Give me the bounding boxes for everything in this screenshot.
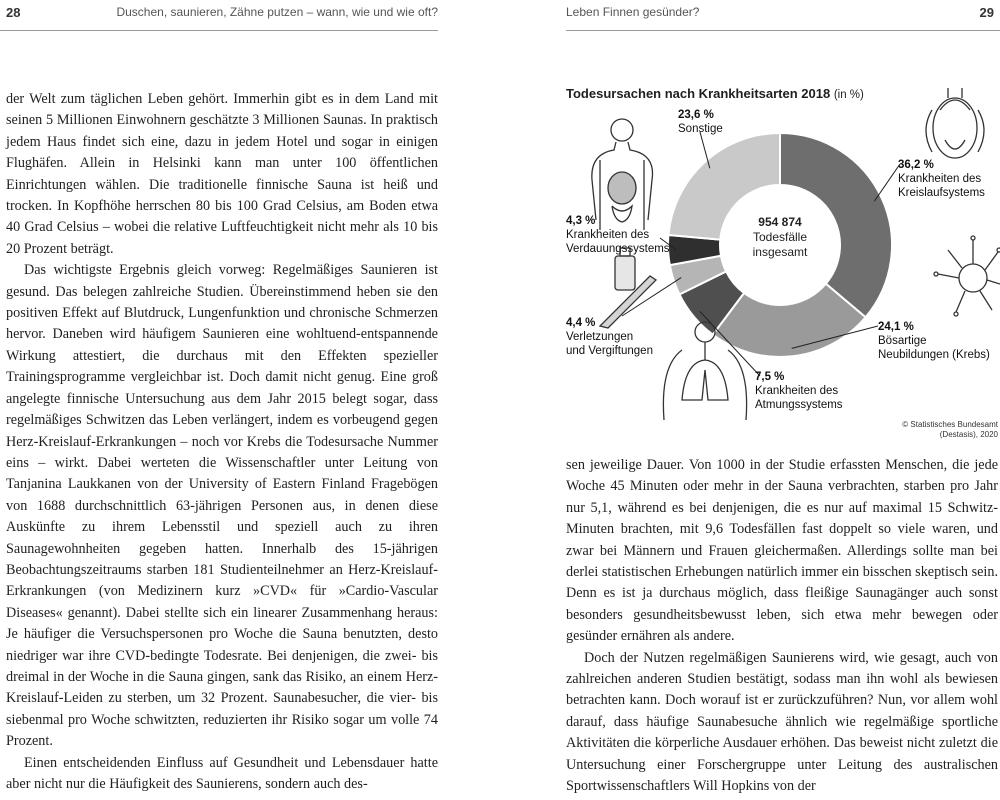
chart-unit: (in %) [833, 89, 864, 101]
slice-label-circulatory: 36,2 % Krankheiten des Kreislaufsystems [898, 159, 985, 199]
paragraph: der Welt zum täglichen Leben gehört. Immerhin gibt es in dem Land mit seinen 5 Millionen Einwohnern geschätzte 3 Millionen Saunas. In praktisch jedem Haus findet sich eine, dazu in jedem Hotel und sogar in einigen Flughäfen. Allein in Helsinki kann man unter 100 öffentlichen Einrichtungen wählen. Die traditionelle finnische Sauna ist heiß und trocken. In Kopfhöhe herrschen 80 bis 100 Grad Celsius, am Boden etwa 40 Grad Celsius – wobei die relative Luftfeuchtigkeit nicht mehr als 10 bis 20 Prozent beträgt. [6, 91, 438, 257]
paragraph: Das wichtigste Ergebnis gleich vorweg: Regelmäßiges Saunieren ist gesund. Das belegen zahlreiche Studien. Übereinstimmend heben sie den positiven Effekt auf Blutdruck, Lungenfunktion und chronische Schmerzen hervor. Daneben wird häufigem Saunieren eine wohltuend-entspannende Wirkung attestiert, die durchaus mit den Effekten spezieller Trainingsprogramme vergleichbar ist. Doch damit nicht genug. Eine groß angelegte finnische Untersuchung aus dem Jahr 2015 belegt sogar, dass regelmäßiges Schwitzen das Leben verlängert, indem es vorbeugend gegen Herz-Kreislauf-Erkrankungen – noch vor Krebs die Todesursache Nummer eins – wirkt. Dabei werteten die Wissenschaftler unter Leitung von Tanjanina Laukkanen von der University of Eastern Finland Fragebögen von 1688 durchschnittlich 63-jährigen Personen aus, in denen diese Auskünfte zu ihrem Lebensstil und speziell auch zu ihren Saunagewohnheiten gegeben hatten. Innerhalb des 15-jährigen Beobachtungszeitraums starben 181 Studienteilnehmer an Herz-Kreislauf-Erkrankungen (von Medizinern kurz »CVD« für »Cardio-Vascular Diseases« genannt). Dabei stellte sich ein linearer Zusammenhang heraus: Je häufiger die Versuchspersonen pro Woche die Sauna benutzten, desto niedriger war ihre CVD-bedingte Todesrate. Bei denjenigen, die zwei- bis dreimal in der Woche in die Sauna gingen, sank das Risiko, an einem Herz-Kreislauf-Leiden zu sterben, um 32 Prozent. Saunabesucher, die vier- bis siebenmal pro Woche schwitzten, reduzierten ihr Risiko sogar um volle 74 Prozent. [6, 262, 438, 750]
paragraph: sen jeweilige Dauer. Von 1000 in der Studie erfassten Menschen, die jede Woche 45 Minuten oder mehr in der Sauna verbrachten, starben pro Jahr nur 5,1, während es bei denjenigen, die es nur auf maximal 15 Schwitz-Minuten brachten, mit 9,6 Todesfällen fast doppelt so viele waren, und zwar bei Männern und Frauen gleichermaßen. Allerdings sollte man bei derlei statistischen Erhebungen natürlich immer ein bisschen skeptisch sein. Denn es ist ja durchaus möglich, dass fleißige Saunagänger auch sonst besonders gesundheitsbewusst leben, sich etwa mehr bewegen oder gesünder ernähren als andere. [566, 457, 998, 645]
slice-label-digestive: 4,3 % Krankheiten des Verdauungssystems [566, 215, 670, 255]
chart-source: © Statistisches Bundesamt (Destasis), 2020 [902, 420, 998, 439]
slice-label-other: 23,6 % Sonstige [678, 109, 723, 135]
leader-line-circulatory [874, 164, 900, 201]
slice-label-respiratory: 7,5 % Krankheiten des Atmungssystems [755, 371, 843, 411]
right-text-column [566, 455, 998, 798]
total-deaths-label-2: insgesamt [752, 245, 808, 259]
slice-label-injuries: 4,4 % Verletzungen und Vergiftungen [566, 317, 653, 357]
chart-title: Todesursachen nach Krankheitsarten 2018 (in %) [566, 86, 864, 101]
right-page-header [566, 0, 1000, 31]
virus-illustration [934, 236, 1000, 316]
left-page-number: 28 [6, 5, 21, 20]
total-deaths-value: 954 874 [758, 215, 802, 229]
left-running-title: Duschen, saunieren, Zähne putzen – wann, wie und wie oft? [116, 5, 438, 19]
paragraph: Doch der Nutzen regelmäßigen Saunierens wird, wie gesagt, auch von zahlreichen anderen Studien bestätigt, sodass man ihn wohl als bewiesen betrachten kann. Doch worauf ist er zurückzuführen? Nun, vor allem wohl darauf, dass häufige Saunabesuche ähnlich wie regelmäßige sportliche Aktivitäten die körperliche Ausdauer erhöhen. Das beweist nicht zuletzt die Untersuchung einer Forschergruppe unter Leitung des australischen Sportwissenschaftlers Will Hopkins von der [566, 649, 998, 795]
heart-illustration [926, 88, 984, 158]
paragraph: Einen entscheidenden Einfluss auf Gesundheit und Lebensdauer hatte aber nicht nur die Häufigkeit des Saunierens, sondern auch des- [6, 754, 438, 792]
total-deaths-label-1: Todesfälle [752, 230, 808, 244]
right-running-title: Leben Finnen gesünder? [566, 5, 700, 19]
chart-center-label [735, 215, 825, 260]
left-text-column [6, 89, 438, 795]
right-page-number: 29 [979, 5, 994, 20]
death-causes-chart [560, 80, 1000, 450]
slice-label-cancer: 24,1 % Bösartige Neubildungen (Krebs) [878, 321, 990, 361]
left-page-header [0, 0, 438, 31]
